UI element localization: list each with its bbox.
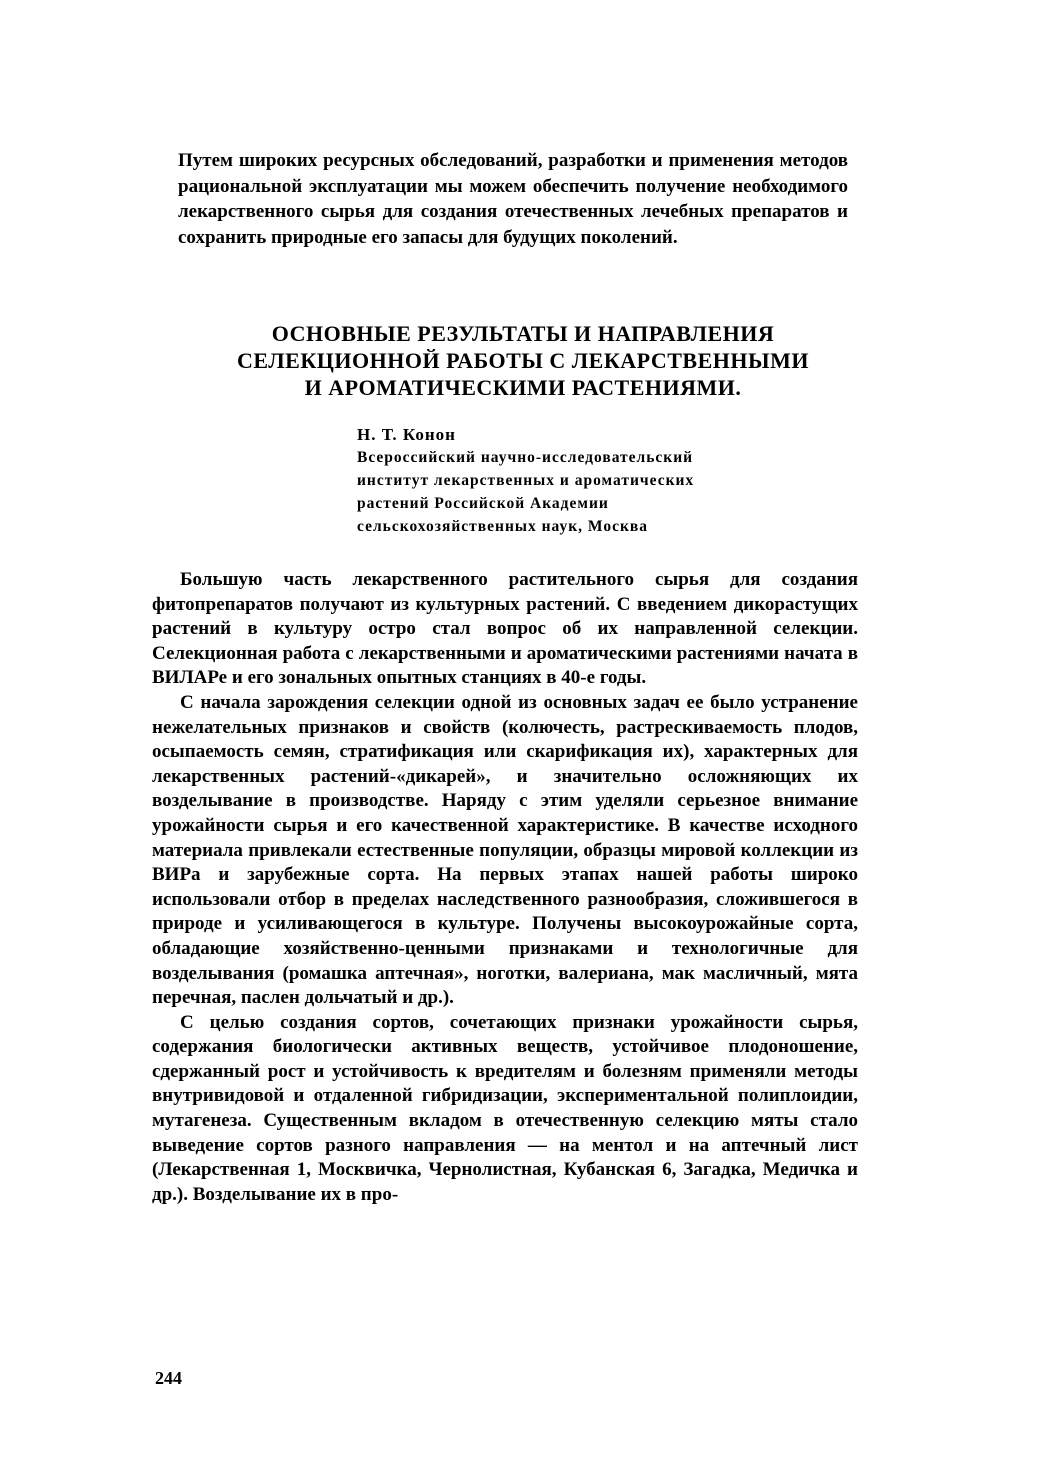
affiliation-line: растений Российской Академии	[357, 495, 609, 512]
body-paragraph: С начала зарождения селекции одной из основных задач ее было устранение нежелательных признаков и свойств (колючесть, растрескиваемость плодов, осыпаемость семян, стратификация или скарификация их), характерных для лекарственных растений-«дикарей», и значительно осложняющих их возделывание в производстве. Наряду с этим уделяли серьезное внимание урожайности сырья и его качественной характеристике. В качестве исходного материала привлекали естественные популяции, образцы мировой коллекции из ВИРа и зарубежные сорта. На первых этапах нашей работы широко использовали отбор в пределах наследственного разнообразия, сложившегося в природе и усиливающегося в культуре. Получены высокоурожайные сорта, обладающие хозяйственно-ценными признаками и технологичные для возделывания (ромашка аптечная», ноготки, валериана, мак масличный, мята перечная, паслен дольчатый и др.).	[152, 691, 858, 1009]
affiliation-line: институт лекарственных и ароматических	[357, 472, 695, 489]
intro-paragraph: Путем широких ресурсных обследований, разработки и применения методов рациональной эксплуатации мы можем обеспечить получение необходимого лекарственного сырья для создания отечественных лечебных препаратов и сохранить природные его запасы для будущих поколений.	[178, 150, 848, 248]
affiliation-line: сельскохозяйственных наук, Москва	[357, 518, 649, 535]
page-number: 244	[155, 1368, 182, 1388]
body-paragraph: С целью создания сортов, сочетающих признаки урожайности сырья, содержания биологически активных веществ, устойчивое плодоношение, сдержанный рост и устойчивость к вредителям и болезням применяли методы внутривидовой и отдаленной гибридизации, экспериментальной полиплоидии, мутагенеза. Существенным вкладом в отечественную селекцию мяты стало выведение сортов разного направления — на ментол и на аптечный лист (Лекарственная 1, Москвичка, Чернолистная, Кубанская 6, Загадка, Медичка и др.). Возделывание их в про-	[152, 1011, 858, 1205]
title-line: ОСНОВНЫЕ РЕЗУЛЬТАТЫ И НАПРАВЛЕНИЯ	[271, 321, 775, 346]
author-name: Н. Т. Конон	[357, 425, 456, 444]
author-affiliation	[357, 446, 817, 538]
article-body	[152, 568, 858, 1207]
article-title	[150, 320, 896, 401]
title-line: И АРОМАТИЧЕСКИМИ РАСТЕНИЯМИ.	[304, 375, 742, 400]
body-paragraph: Большую часть лекарственного растительного сырья для создания фитопрепаратов получают из культурных растений. С введением дикорастущих растений в культуру остро стал вопрос об их направленной селекции. Селекционная работа с лекарственными и ароматическими растениями начата в ВИЛАРе и его зональных опытных станциях в 40-е годы.	[152, 569, 858, 689]
affiliation-line: Всероссийский научно-исследовательский	[357, 449, 694, 466]
title-line: СЕЛЕКЦИОННОЙ РАБОТЫ С ЛЕКАРСТВЕННЫМИ	[237, 348, 809, 373]
